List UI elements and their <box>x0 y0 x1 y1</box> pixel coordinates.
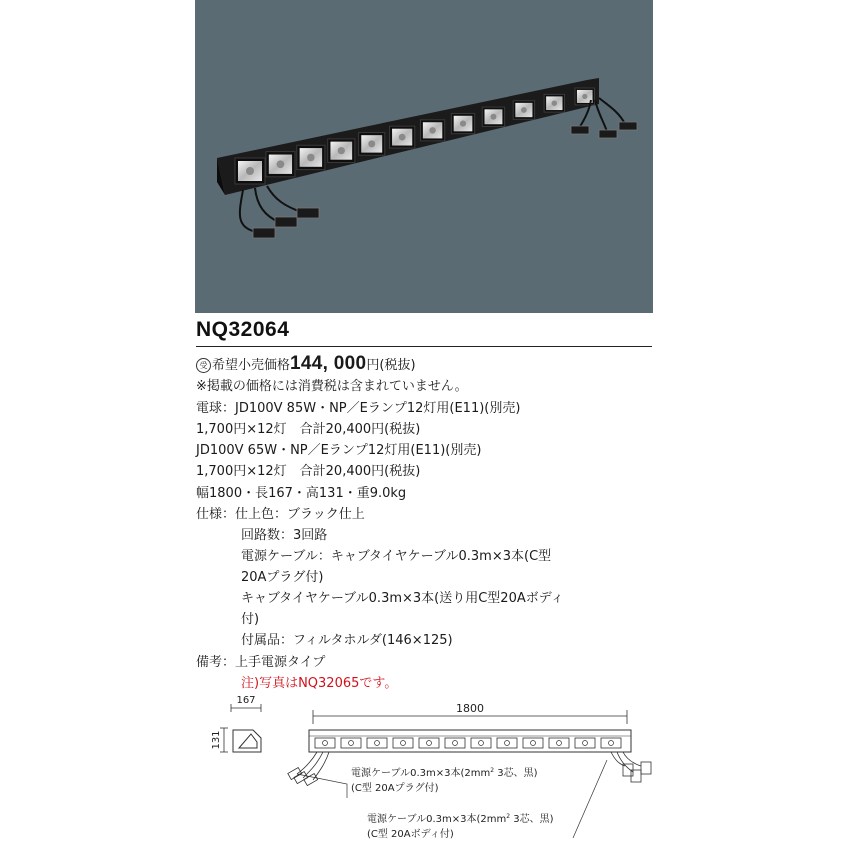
spec-feed-cable: キャブタイヤケーブル0.3m×3本(送り用C型20Aボディ <box>241 591 564 606</box>
spec-finish: 仕様：仕上色：ブラック仕上 <box>196 507 365 522</box>
product-photo <box>195 0 653 313</box>
price-value: 144, 000 <box>290 353 367 374</box>
bulb-price-85w: 1,700円×12灯 合計20,400円(税抜) <box>196 422 421 437</box>
photo-note: 注)写真はNQ32065です。 <box>241 676 398 691</box>
spec-power-cable-cont: 20Aプラグ付) <box>241 570 324 585</box>
front-lamp-slot <box>601 738 621 748</box>
front-lamp-slot <box>523 738 543 748</box>
power-cable-callout: 電源ケーブル0.3m×3本($2mm^2$ 3芯、黒) <box>351 767 538 779</box>
front-lamp-bulb <box>557 741 562 746</box>
height-label: 131 <box>211 730 222 750</box>
front-lamp-slot <box>341 738 361 748</box>
model-number: NQ32064 <box>196 318 290 341</box>
front-lamp-bulb <box>479 741 484 746</box>
lamp-bulb <box>460 120 466 126</box>
lamp-bulb <box>338 147 345 154</box>
front-lamp-bulb <box>375 741 380 746</box>
light-fixture-illustration <box>195 0 653 313</box>
front-lamp-slot <box>497 738 517 748</box>
title-divider <box>196 346 652 347</box>
front-lamp-bulb <box>609 741 614 746</box>
bulb-spec-85w: 電球：JD100V 85W・NP／Eランプ12灯用(E11)(別売) <box>196 401 521 416</box>
front-lamp-slot <box>549 738 569 748</box>
dimensions-weight: 幅1800・長167・高131・重9.0kg <box>196 486 407 501</box>
lamp-bulb <box>277 160 285 168</box>
lamp-bulb <box>490 114 496 120</box>
side-profile <box>211 695 261 752</box>
front-lamp-bulb <box>427 741 432 746</box>
width-label: 1800 <box>456 702 484 715</box>
price-mark-icon: 受 <box>196 358 211 373</box>
power-cable-plug: (C型 20Aプラグ付) <box>351 783 439 794</box>
price-row <box>196 355 416 375</box>
feed-cable-callout: 電源ケーブル0.3m×3本($2mm^2$ 3芯、黒) <box>367 813 554 825</box>
spec-circuits: 回路数：3回路 <box>241 528 328 543</box>
feed-cable-body: (C型 20Aボディ付) <box>367 829 454 840</box>
front-lamp-slot <box>367 738 387 748</box>
front-lamp-slot <box>471 738 491 748</box>
spec-power-cable: 電源ケーブル：キャブタイヤケーブル0.3m×3本(C型 <box>241 549 552 564</box>
front-lamp-slot <box>575 738 595 748</box>
price-suffix: 円(税抜) <box>366 358 416 373</box>
front-lamp-slot <box>419 738 439 748</box>
dimension-drawing <box>195 690 655 848</box>
front-lamp-bulb <box>453 741 458 746</box>
lamp-bulb <box>429 127 435 133</box>
front-lamp-bulb <box>323 741 328 746</box>
front-lamp-bulb <box>349 741 354 746</box>
front-lamp-slot <box>445 738 465 748</box>
price-label: 希望小売価格 <box>212 358 291 373</box>
lamp-bulb <box>582 94 587 99</box>
front-lamp-bulb <box>583 741 588 746</box>
front-lamp-slot <box>315 738 335 748</box>
lamp-bulb <box>368 140 375 147</box>
lamp-bulb <box>521 107 527 113</box>
lamp-bulb <box>307 154 314 161</box>
lamp-bulb <box>552 101 557 106</box>
spec-accessories: 付属品：フィルタホルダ(146×125) <box>241 633 453 648</box>
bulb-price-65w: 1,700円×12灯 合計20,400円(税抜) <box>196 464 421 479</box>
front-lamp-slot <box>393 738 413 748</box>
bulb-spec-65w: JD100V 65W・NP／Eランプ12灯用(E11)(別売) <box>196 443 482 458</box>
spec-feed-cable-cont: 付) <box>241 612 260 627</box>
remarks: 備考：上手電源タイプ <box>196 655 326 670</box>
front-lamp-bulb <box>505 741 510 746</box>
lamp-bulb <box>399 134 406 141</box>
depth-label: 167 <box>236 695 256 706</box>
tax-note: ※掲載の価格には消費税は含まれていません。 <box>196 379 468 394</box>
lamp-bulb <box>246 167 254 175</box>
front-lamp-bulb <box>531 741 536 746</box>
front-lamp-bulb <box>401 741 406 746</box>
